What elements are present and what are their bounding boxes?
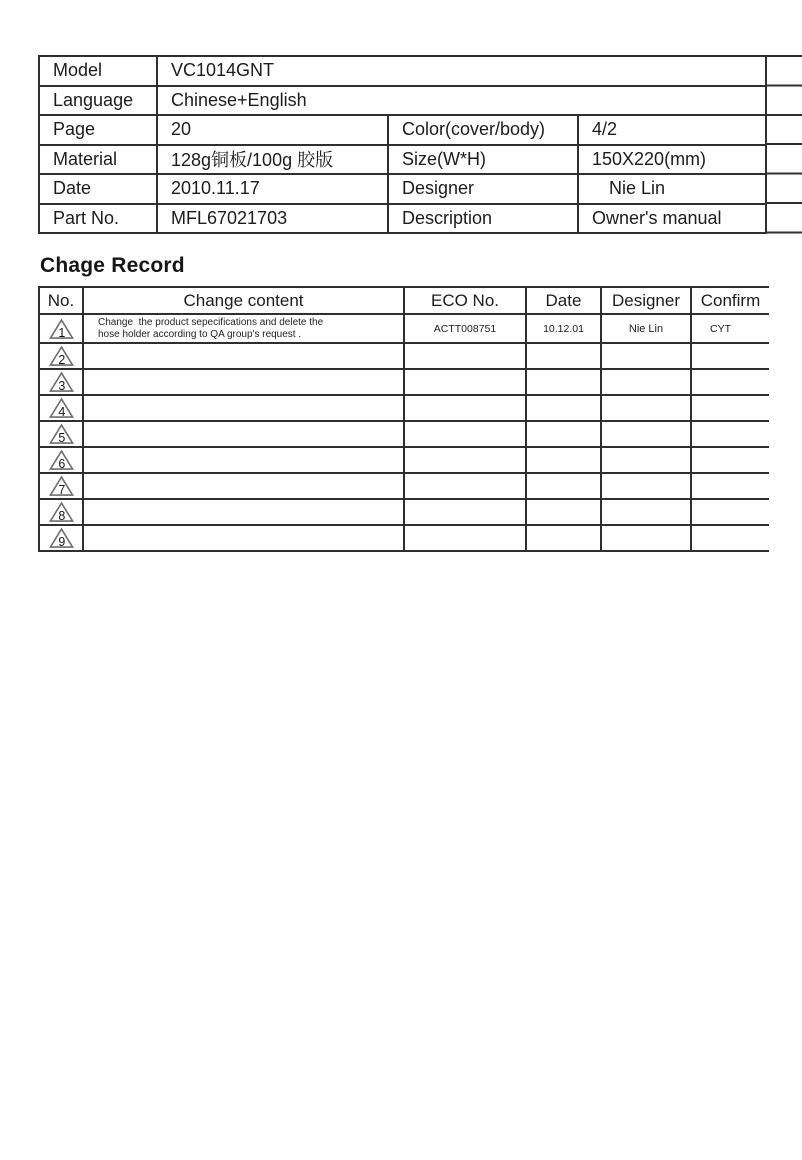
svg-text:4: 4 <box>57 404 65 419</box>
change-content-cell <box>83 447 404 473</box>
confirm-cell <box>691 343 769 369</box>
table-row <box>39 525 769 551</box>
revision-number-cell <box>39 369 83 395</box>
designer-cell <box>601 499 691 525</box>
change-content-cell <box>83 525 404 551</box>
date-cell: 10.12.01 <box>526 314 601 343</box>
table-row <box>39 499 769 525</box>
change-content-cell <box>83 473 404 499</box>
revision-number-cell <box>39 447 83 473</box>
change-content-cell <box>83 421 404 447</box>
spec-value-color: 4/2 <box>578 115 766 145</box>
spec-label-page: Page <box>39 115 157 145</box>
spec-label-color: Color(cover/body) <box>388 115 578 145</box>
revision-number-cell <box>39 395 83 421</box>
date-cell <box>526 421 601 447</box>
svg-text:2: 2 <box>57 352 65 367</box>
table-row <box>39 395 769 421</box>
table-row <box>39 473 769 499</box>
spec-value-language: Chinese+English <box>157 86 766 116</box>
designer-cell <box>601 525 691 551</box>
eco-no-cell <box>404 525 526 551</box>
spec-label-description: Description <box>388 204 578 234</box>
svg-text:5: 5 <box>57 430 65 445</box>
revision-number-cell <box>39 314 83 343</box>
confirm-cell <box>691 473 769 499</box>
table-row <box>39 145 766 175</box>
spec-label-date: Date <box>39 174 157 204</box>
revision-triangle-icon <box>49 501 74 523</box>
eco-no-cell <box>404 343 526 369</box>
revision-number-cell <box>39 343 83 369</box>
change-content-cell <box>83 314 404 343</box>
column-header: No. <box>39 287 83 314</box>
designer-cell <box>601 395 691 421</box>
change-record-heading: Chage Record <box>40 254 185 277</box>
designer-cell <box>601 343 691 369</box>
revision-number-cell <box>39 525 83 551</box>
svg-text:8: 8 <box>57 508 65 523</box>
revision-triangle-icon <box>49 397 74 419</box>
table-row <box>39 343 769 369</box>
spec-value-designer: Nie Lin <box>578 174 766 204</box>
revision-triangle-icon <box>49 449 74 471</box>
svg-text:3: 3 <box>57 378 65 393</box>
revision-number-cell <box>39 473 83 499</box>
date-cell <box>526 343 601 369</box>
revision-triangle-icon <box>49 345 74 367</box>
change-content-line1: Change the product sepecifications and delete the <box>98 317 324 328</box>
product-spec-table-container <box>38 55 767 234</box>
eco-no-cell <box>404 369 526 395</box>
revision-triangle-icon <box>49 527 74 549</box>
date-cell <box>526 473 601 499</box>
product-spec-table <box>38 55 767 234</box>
svg-text:9: 9 <box>57 534 65 549</box>
revision-number-cell <box>39 421 83 447</box>
designer-cell <box>601 447 691 473</box>
table-row <box>39 204 766 234</box>
spec-value-part-no: MFL67021703 <box>157 204 388 234</box>
revision-number-cell <box>39 499 83 525</box>
table-row <box>39 314 769 343</box>
revision-triangle-icon <box>49 423 74 445</box>
table-row <box>39 421 769 447</box>
designer-cell <box>601 473 691 499</box>
svg-text:7: 7 <box>57 482 65 497</box>
svg-text:6: 6 <box>57 456 65 471</box>
date-cell <box>526 395 601 421</box>
column-header: Change content <box>83 287 404 314</box>
column-header: ECO No. <box>404 287 526 314</box>
date-cell <box>526 499 601 525</box>
spec-label-model: Model <box>39 56 157 86</box>
revision-triangle-icon <box>49 475 74 497</box>
spec-label-part-no: Part No. <box>39 204 157 234</box>
confirm-cell: CYT <box>691 314 769 343</box>
table-row <box>39 447 769 473</box>
eco-no-cell <box>404 395 526 421</box>
change-record-table-container <box>38 286 769 552</box>
confirm-cell <box>691 421 769 447</box>
eco-no-cell <box>404 473 526 499</box>
change-content-cell <box>83 499 404 525</box>
change-content-cell <box>83 369 404 395</box>
confirm-cell <box>691 499 769 525</box>
confirm-cell <box>691 447 769 473</box>
spec-value-size: 150X220(mm) <box>578 145 766 175</box>
confirm-cell <box>691 525 769 551</box>
spec-value-description: Owner's manual <box>578 204 766 234</box>
table-row <box>39 115 766 145</box>
table-row <box>39 174 766 204</box>
spec-label-language: Language <box>39 86 157 116</box>
change-content-cell <box>83 395 404 421</box>
svg-text:1: 1 <box>57 325 65 340</box>
change-record-table <box>38 286 769 552</box>
table-row <box>39 369 769 395</box>
eco-no-cell <box>404 447 526 473</box>
spec-value-material: 128g铜板/100g 胶版 <box>157 145 388 175</box>
eco-no-cell: ACTT008751 <box>404 314 526 343</box>
eco-no-cell <box>404 421 526 447</box>
designer-cell: Nie Lin <box>601 314 691 343</box>
designer-cell <box>601 369 691 395</box>
designer-cell <box>601 421 691 447</box>
revision-triangle-icon <box>49 318 74 340</box>
change-record-body <box>39 314 769 551</box>
change-content-cell <box>83 343 404 369</box>
column-header: Confirm <box>691 287 769 314</box>
table-edge-bleed-lines <box>765 55 802 234</box>
date-cell <box>526 369 601 395</box>
revision-triangle-icon <box>49 371 74 393</box>
eco-no-cell <box>404 499 526 525</box>
column-header: Designer <box>601 287 691 314</box>
table-row <box>39 56 766 86</box>
confirm-cell <box>691 395 769 421</box>
spec-value-date: 2010.11.17 <box>157 174 388 204</box>
spec-label-material: Material <box>39 145 157 175</box>
date-cell <box>526 447 601 473</box>
spec-label-designer: Designer <box>388 174 578 204</box>
change-content-line2: hose holder according to QA group's request . <box>98 328 302 340</box>
change-record-header-row <box>39 287 769 314</box>
spec-value-page: 20 <box>157 115 388 145</box>
confirm-cell <box>691 369 769 395</box>
table-row <box>39 86 766 116</box>
date-cell <box>526 525 601 551</box>
spec-value-model: VC1014GNT <box>157 56 766 86</box>
spec-label-size: Size(W*H) <box>388 145 578 175</box>
column-header: Date <box>526 287 601 314</box>
